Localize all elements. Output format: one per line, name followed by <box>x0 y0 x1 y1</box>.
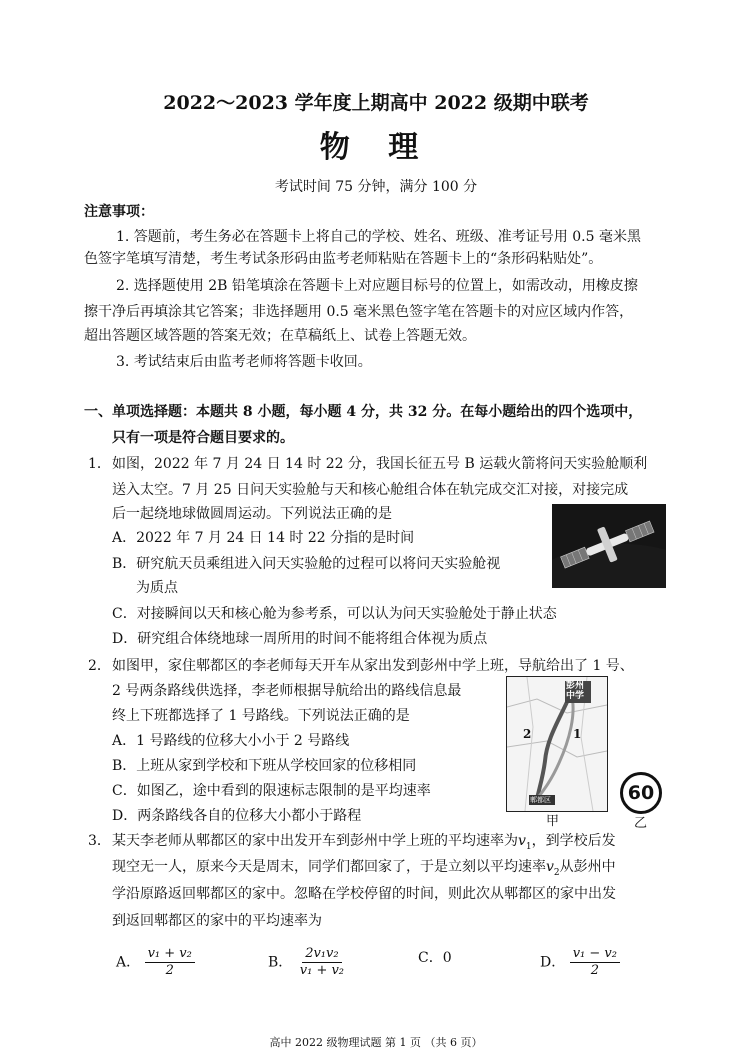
notice-line: 色签字笔填写清楚，考生考试条形码由监考老师粘贴在答题卡上的“条形码粘贴处”。 <box>84 251 603 267</box>
subject-title: 物 理 <box>319 130 433 165</box>
map-label-school: 中学 <box>566 691 585 701</box>
exam-title: 2022～2023 学年度上期高中 2022 级期中联考 <box>163 92 589 114</box>
notice-line: 超出答题区域答题的答案无效；在草稿纸上、试卷上答题无效。 <box>84 328 476 344</box>
option-c: C．如图乙，途中看到的限速标志限制的是平均速率 <box>112 783 431 799</box>
question-stem: 到返回郫都区的家中的平均速率为 <box>112 913 322 929</box>
question-number: 1． <box>88 456 111 472</box>
option-b: B． $\frac{\text{2v₁v₂}}{\text{v₁ + v₂}}$ <box>268 946 345 978</box>
option-c: C．对接瞬间以天和核心舱为参考系，可以认为问天实验舱处于静止状态 <box>112 606 557 622</box>
space-station-image <box>552 504 666 588</box>
space-station-icon <box>552 504 666 588</box>
option-d: D．研究组合体绕地球一周所用的时间不能将组合体视为质点 <box>112 631 488 647</box>
route-map-icon <box>507 677 607 811</box>
exam-time-info: 考试时间 75 分钟，满分 100 分 <box>274 179 478 195</box>
speed-limit-value: 60 <box>627 782 655 804</box>
option-a: A． $\frac{\text{v₁ + v₂}}{2}$ <box>116 946 195 979</box>
question-stem: 终上下班都选择了 1 号路线。下列说法正确的是 <box>112 708 410 724</box>
option-a: A．2022 年 7 月 24 日 14 时 22 分指的是时间 <box>112 530 415 546</box>
figure-label-yi: 乙 <box>634 816 648 831</box>
map-label-home: 郫都区 <box>530 796 551 804</box>
map-route-2-label: 2 <box>523 727 532 741</box>
question-stem: 学沿原路返回郫都区的家中。忽略在学校停留的时间，则此次从郫都区的家中出发 <box>112 886 616 902</box>
question-stem: 某天李老师从郫都区的家中出发开车到彭州中学上班的平均速率为$v_1$，到学校后发 <box>112 833 616 852</box>
question-number: 2． <box>88 658 111 674</box>
map-route-1-label: 1 <box>573 727 582 741</box>
section-heading: 一、单项选择题：本题共 8 小题，每小题 4 分，共 32 分。在每小题给出的四个选项中， <box>84 404 643 420</box>
option-b: B．研究航天员乘组进入问天实验舱的过程可以将问天实验舱视 <box>112 556 501 572</box>
question-stem: 后一起绕地球做圆周运动。下列说法正确的是 <box>112 506 392 522</box>
option-d: D． $\frac{\text{v₁ − v₂}}{2}$ <box>540 946 620 979</box>
question-number: 3． <box>88 833 111 849</box>
figure-label-jia: 甲 <box>546 814 560 829</box>
question-stem: 如图甲，家住郫都区的李老师每天开车从家出发到彭州中学上班，导航给出了 1 号、 <box>112 658 634 674</box>
notice-line: 1. 答题前，考生务必在答题卡上将自己的学校、姓名、班级、准考证号用 0.5 毫米黑 <box>116 229 641 245</box>
section-heading: 只有一项是符合题目要求的。 <box>112 430 294 446</box>
notice-line: 3. 考试结束后由监考老师将答题卡收回。 <box>116 354 372 370</box>
map-label-school: 彭州 <box>566 681 585 691</box>
question-stem: 2 号两条路线供选择，李老师根据导航给出的路线信息最 <box>112 683 462 699</box>
question-stem: 送入太空。7 月 25 日问天实验舱与天和核心舱组合体在轨完成交汇对接，对接完成 <box>112 482 629 498</box>
option-a: A．1 号路线的位移大小小于 2 号路线 <box>112 733 350 749</box>
option-d: D．两条路线各自的位移大小都小于路程 <box>112 808 362 824</box>
notice-title: 注意事项： <box>84 204 154 220</box>
speed-limit-sign <box>620 772 662 814</box>
option-b: 为质点 <box>136 580 178 596</box>
question-stem: 现空无一人，原来今天是周末，同学们都回家了，于是立刻以平均速率$v_2$从彭州中 <box>112 859 616 878</box>
page-footer: 高中 2022 级物理试题 第 1 页 （共 6 页） <box>269 1036 483 1049</box>
route-map-image <box>506 676 608 812</box>
question-stem: 如图，2022 年 7 月 24 日 14 时 22 分，我国长征五号 B 运载火箭将问天实验舱顺利 <box>112 456 648 472</box>
notice-line: 2. 选择题使用 2B 铅笔填涂在答题卡上对应题目标号的位置上，如需改动，用橡皮擦 <box>116 278 638 294</box>
notice-line: 擦干净后再填涂其它答案；非选择题用 0.5 毫米黑色签字笔在答题卡的对应区域内作答， <box>84 304 634 320</box>
option-b: B．上班从家到学校和下班从学校回家的位移相同 <box>112 758 417 774</box>
option-c: C．0 <box>418 950 452 966</box>
